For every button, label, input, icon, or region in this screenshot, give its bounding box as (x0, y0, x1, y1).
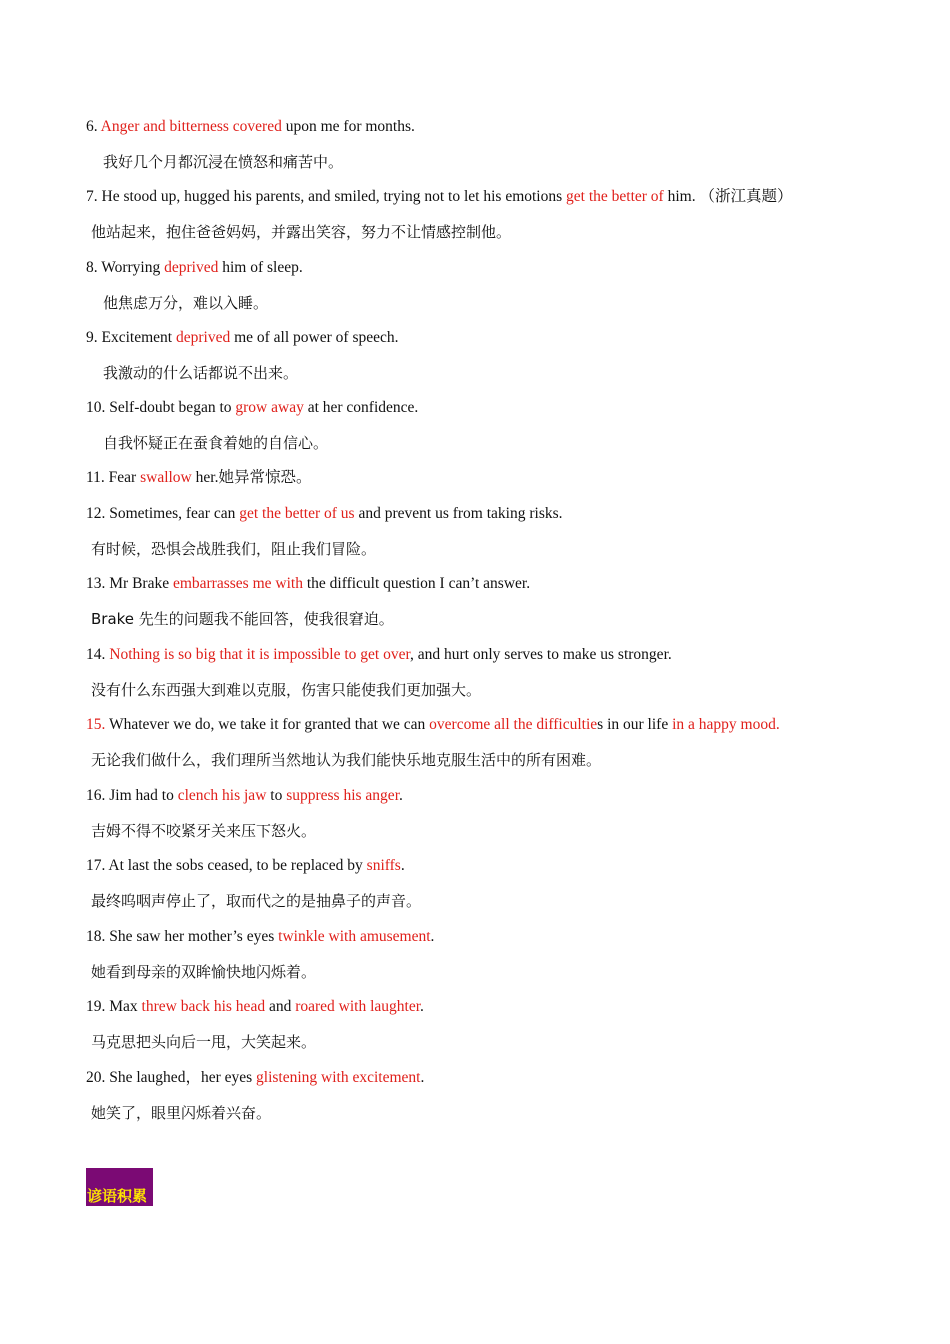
sentence-14-english (86, 645, 672, 665)
sentence-text: the difficult question I can’t answer. (302, 575, 531, 592)
sentence-text: 7. He stood up, hugged his parents, and smiled, trying not to let his emotions (86, 188, 567, 205)
sentence-text: him. （浙江真题） (663, 188, 793, 205)
sentence-text: 8. Worrying (86, 259, 165, 276)
sentence-18-chinese: 她看到母亲的双眸愉快地闪烁着。 (91, 963, 317, 981)
highlighted-phrase: deprived (175, 329, 231, 346)
highlighted-phrase: twinkle with amusement (278, 928, 431, 945)
highlighted-phrase: Anger and bitterness covered (100, 118, 282, 135)
sentence-7-english (86, 187, 792, 207)
sentence-8-chinese: 他焦虑万分，难以入睡。 (103, 294, 269, 312)
highlighted-phrase: overcome all the difficultie (429, 716, 598, 733)
sentence-text: him of sleep. (218, 259, 303, 276)
sentence-6-chinese: 我好几个月都沉浸在愤怒和痛苦中。 (103, 153, 344, 171)
sentence-15-chinese: 无论我们做什么，我们理所当然地认为我们能快乐地克服生活中的所有困难。 (91, 751, 602, 769)
sentence-text: . (420, 1069, 425, 1086)
sentence-20-chinese: 她笑了，眼里闪烁着兴奋。 (91, 1104, 272, 1122)
highlighted-phrase: suppress his anger (286, 787, 399, 804)
highlighted-phrase: embarrasses me with (172, 575, 303, 592)
sentence-text: 14. (86, 646, 110, 663)
sentence-9-chinese: 我激动的什么话都说不出来。 (103, 364, 299, 382)
sentence-text: 20. She laughed，her eyes (86, 1069, 257, 1086)
sentence-7-chinese: 他站起来，抱住爸爸妈妈，并露出笑容，努力不让情感控制他。 (91, 223, 512, 241)
sentence-6-english (86, 117, 415, 137)
sentence-text: me of all power of speech. (230, 329, 399, 346)
sentence-13-english (86, 574, 530, 594)
sentence-19-english (86, 997, 424, 1017)
sentence-10-chinese: 自我怀疑正在蚕食着她的自信心。 (103, 434, 329, 452)
sentence-text: 9. Excitement (86, 329, 176, 346)
sentence-16-chinese: 吉姆不得不咬紧牙关来压下怒火。 (91, 822, 317, 840)
sentence-8-english (86, 258, 303, 278)
sentence-18-english (86, 927, 434, 947)
sentence-text: s in our life (597, 716, 673, 733)
sentence-text: . (420, 998, 424, 1015)
sentence-text: . (399, 787, 403, 804)
sentence-12-chinese: 有时候，恐惧会战胜我们，阻止我们冒险。 (91, 540, 377, 558)
highlighted-phrase: grow away (235, 399, 304, 416)
sentence-text: 13. Mr Brake (86, 575, 173, 592)
sentence-17-english (86, 856, 405, 876)
sentence-14-chinese: 没有什么东西强大到难以克服，伤害只能使我们更加强大。 (91, 681, 482, 699)
highlighted-phrase: roared with laughter (295, 998, 421, 1015)
highlighted-phrase: glistening with excitement (256, 1069, 421, 1086)
sentence-text: 17. At last the sobs ceased, to be replaced by (86, 857, 367, 874)
sentence-text: 6. (86, 118, 101, 135)
highlighted-phrase: get the better of (566, 188, 664, 205)
sentence-11-english (86, 468, 311, 488)
sentence-text: and (265, 998, 296, 1015)
sentence-20-english (86, 1068, 424, 1088)
sentence-text: upon me for months. (281, 118, 415, 135)
highlighted-phrase: Nothing is so big that it is impossible to get over (109, 646, 411, 663)
sentence-15-english (86, 715, 780, 735)
sentence-text: 16. Jim had to (86, 787, 178, 804)
highlighted-phrase: in a happy mood. (672, 716, 780, 733)
highlighted-phrase: clench his jaw (177, 787, 267, 804)
highlighted-phrase: swallow (140, 469, 192, 486)
section-tag-proverbs (86, 1168, 153, 1206)
sentence-17-chinese: 最终呜咽声停止了，取而代之的是抽鼻子的声音。 (91, 892, 422, 910)
highlighted-phrase: 15. (86, 716, 106, 733)
sentence-text: 18. She saw her mother’s eyes (86, 928, 279, 945)
sentence-text: , and hurt only serves to make us stronger. (410, 646, 672, 663)
sentence-text: 19. Max (86, 998, 142, 1015)
sentence-text: her.她异常惊恐。 (191, 469, 312, 486)
highlighted-phrase: get the better of us (239, 505, 355, 522)
sentence-text: 11. Fear (86, 469, 141, 486)
sentence-16-english (86, 786, 403, 806)
highlighted-phrase: deprived (164, 259, 219, 276)
sentence-13-chinese: Brake 先生的问题我不能回答，使我很窘迫。 (91, 610, 394, 628)
sentence-text: to (266, 787, 287, 804)
highlighted-phrase: sniffs (366, 857, 401, 874)
sentence-12-english (86, 504, 563, 524)
sentence-text: Whatever we do, we take it for granted that we can (105, 716, 430, 733)
sentence-10-english (86, 398, 418, 418)
sentence-text: and prevent us from taking risks. (354, 505, 563, 522)
sentence-9-english (86, 328, 399, 348)
sentence-text: . (430, 928, 435, 945)
highlighted-phrase: threw back his head (141, 998, 266, 1015)
sentence-text: 10. Self-doubt began to (86, 399, 236, 416)
sentence-text: . (400, 857, 405, 874)
sentence-19-chinese: 马克思把头向后一甩，大笑起来。 (91, 1033, 317, 1051)
sentence-text: at her confidence. (303, 399, 419, 416)
sentence-text: 12. Sometimes, fear can (86, 505, 240, 522)
section-tag-label: 谚语积累 (87, 1187, 148, 1205)
